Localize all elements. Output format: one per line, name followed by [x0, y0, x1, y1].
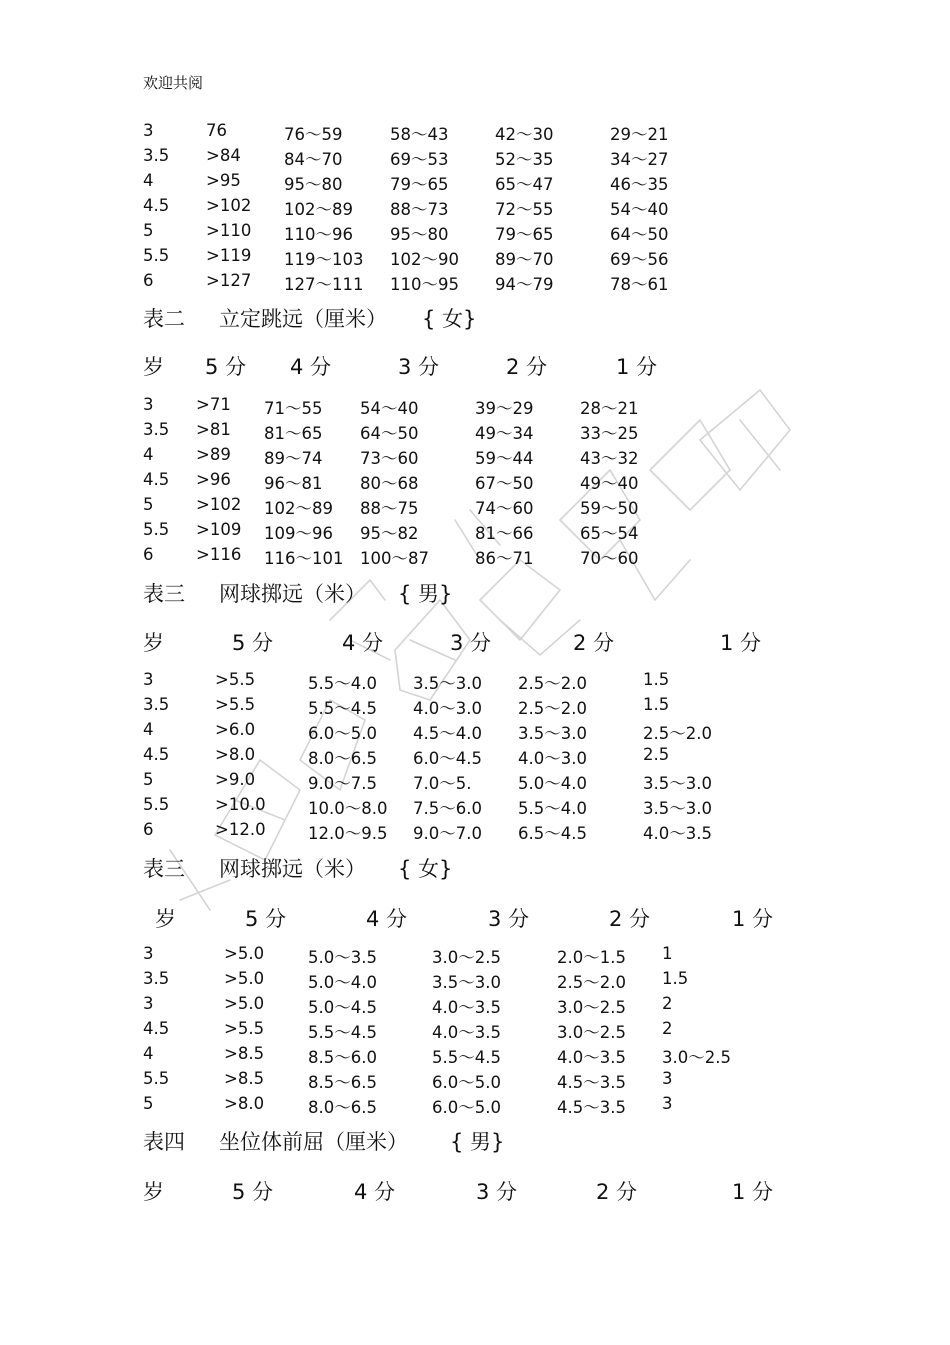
table-cell: 58～43	[390, 125, 449, 144]
table-cell: >5.0	[224, 994, 265, 1013]
table-cell: 4.5	[143, 1019, 170, 1038]
score-header: 3 分	[450, 631, 492, 655]
table-cell: 3.5～3.0	[643, 799, 712, 818]
table-cell: 6.0～5.0	[308, 724, 377, 743]
table-cell: 49～34	[475, 424, 534, 443]
score-header: 4 分	[290, 355, 332, 379]
table-cell: 7.5～6.0	[413, 799, 482, 818]
table-cell: 5.5	[143, 246, 170, 265]
table-cell: 34～27	[610, 150, 669, 169]
table-cell: 3.5～3.0	[432, 973, 501, 992]
table-cell: 10.0～8.0	[308, 799, 388, 818]
score-header: 3 分	[476, 1180, 518, 1204]
table-cell: 59～50	[580, 499, 639, 518]
score-header: 岁	[143, 355, 164, 379]
table-cell: 4.5	[143, 470, 170, 489]
table-cell: 102～90	[390, 250, 459, 269]
table-cell: 8.5～6.5	[308, 1073, 377, 1092]
table-cell: 5	[143, 1094, 154, 1113]
table-cell: 70～60	[580, 549, 639, 568]
table-cell: >9.0	[215, 770, 256, 789]
table-cell: >8.0	[224, 1094, 265, 1113]
table-cell: 110～95	[390, 275, 459, 294]
score-header: 4 分	[342, 631, 384, 655]
score-header: 岁	[143, 1180, 164, 1204]
table-cell: 72～55	[495, 200, 554, 219]
table-cell: 6.0～5.0	[432, 1098, 501, 1117]
table-cell: 95～80	[284, 175, 343, 194]
table-cell: 2.0～1.5	[557, 948, 626, 967]
table-cell: >6.0	[215, 720, 256, 739]
score-header: 岁	[143, 631, 164, 655]
table-cell: 5.0～4.5	[308, 998, 377, 1017]
table-cell: 79～65	[390, 175, 449, 194]
score-header: 2 分	[506, 355, 548, 379]
table-cell: 6	[143, 820, 154, 839]
table-cell: 67～50	[475, 474, 534, 493]
table-cell: 4.5～3.5	[557, 1098, 626, 1117]
table-cell: >102	[196, 495, 242, 514]
table-cell: 5.5	[143, 1069, 170, 1088]
table-cell: 2.5～2.0	[518, 699, 587, 718]
table-cell: >12.0	[215, 820, 266, 839]
table-caption: 网球掷远（米）	[219, 582, 366, 606]
table-cell: 94～79	[495, 275, 554, 294]
table-cell: 81～66	[475, 524, 534, 543]
table-cell: 2	[662, 1019, 673, 1038]
table-cell: >5.5	[215, 695, 256, 714]
table-cell: 2.5	[643, 745, 670, 764]
table-cell: 3.0～2.5	[662, 1048, 731, 1067]
table-cell: 3.0～2.5	[557, 998, 626, 1017]
table-caption: 网球掷远（米）	[219, 857, 366, 881]
table-cell: 5.0～3.5	[308, 948, 377, 967]
table-cell: 8.5～6.0	[308, 1048, 377, 1067]
score-header: 2 分	[573, 631, 615, 655]
score-header: 2 分	[609, 907, 651, 931]
table-cell: 4.0～3.0	[413, 699, 482, 718]
table-caption: { 女}	[422, 307, 477, 331]
table-cell: >5.5	[215, 670, 256, 689]
table-cell: 76	[206, 121, 227, 140]
score-header: 4 分	[366, 907, 408, 931]
table-cell: 3	[143, 670, 154, 689]
table-cell: 1	[662, 944, 673, 963]
table-cell: >89	[196, 445, 231, 464]
table-cell: 89～70	[495, 250, 554, 269]
table-cell: 59～44	[475, 449, 534, 468]
score-header: 3 分	[398, 355, 440, 379]
table-cell: 5.5～4.5	[308, 699, 377, 718]
table-cell: 4.0～3.5	[432, 1023, 501, 1042]
table-cell: 110～96	[284, 225, 353, 244]
table-cell: 69～56	[610, 250, 669, 269]
table-cell: 3.0～2.5	[557, 1023, 626, 1042]
table-cell: 81～65	[264, 424, 323, 443]
table-caption: 表三	[143, 857, 185, 881]
score-header: 1 分	[720, 631, 762, 655]
table-caption: 立定跳远（厘米）	[219, 307, 387, 331]
score-header: 5 分	[232, 1180, 274, 1204]
table-cell: 7.0～5.	[413, 774, 472, 793]
table-cell: 5	[143, 221, 154, 240]
table-cell: 65～47	[495, 175, 554, 194]
table-cell: 6.0～4.5	[413, 749, 482, 768]
table-cell: 74～60	[475, 499, 534, 518]
table-cell: 4.0～3.0	[518, 749, 587, 768]
table-cell: 109～96	[264, 524, 333, 543]
table-cell: 3	[143, 994, 154, 1013]
table-cell: 5.5	[143, 520, 170, 539]
table-cell: 1.5	[662, 969, 689, 988]
table-cell: 28～21	[580, 399, 639, 418]
table-cell: 3	[143, 395, 154, 414]
table-cell: 52～35	[495, 150, 554, 169]
table-cell: 4.0～3.5	[432, 998, 501, 1017]
table-cell: 3	[143, 121, 154, 140]
table-cell: 4.5～4.0	[413, 724, 482, 743]
table-cell: >5.0	[224, 969, 265, 988]
table-cell: >5.5	[224, 1019, 265, 1038]
table-cell: >116	[196, 545, 242, 564]
table-cell: >8.0	[215, 745, 256, 764]
page-header: 欢迎共阅	[143, 74, 204, 92]
table-cell: 2.5～2.0	[518, 674, 587, 693]
table-cell: 4.0～3.5	[557, 1048, 626, 1067]
table-cell: 2.5～2.0	[643, 724, 712, 743]
table-cell: 33～25	[580, 424, 639, 443]
table-cell: 3.5	[143, 420, 170, 439]
table-cell: >119	[206, 246, 252, 265]
table-cell: >81	[196, 420, 231, 439]
table-cell: >5.0	[224, 944, 265, 963]
table-caption: { 男}	[450, 1130, 505, 1154]
table-cell: 3.5～3.0	[413, 674, 482, 693]
score-header: 2 分	[596, 1180, 638, 1204]
table-cell: 12.0～9.5	[308, 824, 388, 843]
table-cell: 3.0～2.5	[432, 948, 501, 967]
table-cell: 5.0～4.0	[518, 774, 587, 793]
table-cell: 89～74	[264, 449, 323, 468]
table-cell: >8.5	[224, 1069, 265, 1088]
table-cell: 3.5	[143, 969, 170, 988]
table-cell: 54～40	[360, 399, 419, 418]
table-cell: 95～80	[390, 225, 449, 244]
score-header: 5 分	[205, 355, 247, 379]
table-cell: >127	[206, 271, 252, 290]
table-cell: 4.5	[143, 196, 170, 215]
table-cell: >84	[206, 146, 241, 165]
table-caption: { 男}	[398, 582, 453, 606]
table-cell: 3.5～3.0	[518, 724, 587, 743]
table-cell: 5.5～4.5	[308, 1023, 377, 1042]
table-cell: 4.0～3.5	[643, 824, 712, 843]
table-cell: 102～89	[264, 499, 333, 518]
table-cell: 86～71	[475, 549, 534, 568]
table-cell: 84～70	[284, 150, 343, 169]
table-cell: 102～89	[284, 200, 353, 219]
table-cell: 5.5～4.5	[432, 1048, 501, 1067]
table-cell: 3.5	[143, 146, 170, 165]
table-cell: 5.5～4.0	[518, 799, 587, 818]
table-cell: 116～101	[264, 549, 344, 568]
table-cell: 64～50	[360, 424, 419, 443]
table-cell: 1.5	[643, 670, 670, 689]
table-cell: 8.0～6.5	[308, 1098, 377, 1117]
score-header: 3 分	[488, 907, 530, 931]
table-cell: 4	[143, 445, 154, 464]
table-cell: 5.0～4.0	[308, 973, 377, 992]
table-cell: 3	[662, 1094, 673, 1113]
table-cell: 3.5～3.0	[643, 774, 712, 793]
table-cell: 5.5	[143, 795, 170, 814]
table-cell: 2	[662, 994, 673, 1013]
table-cell: 3	[662, 1069, 673, 1088]
table-cell: 39～29	[475, 399, 534, 418]
table-cell: >10.0	[215, 795, 266, 814]
table-cell: 4.5～3.5	[557, 1073, 626, 1092]
table-cell: 76～59	[284, 125, 343, 144]
table-cell: 54～40	[610, 200, 669, 219]
score-header: 5 分	[245, 907, 287, 931]
table-cell: 49～40	[580, 474, 639, 493]
table-cell: 4.5	[143, 745, 170, 764]
table-cell: 8.0～6.5	[308, 749, 377, 768]
table-caption: 表三	[143, 582, 185, 606]
table-cell: 119～103	[284, 250, 364, 269]
table-caption: 坐位体前屈（厘米）	[219, 1130, 408, 1154]
table-cell: 96～81	[264, 474, 323, 493]
table-cell: 6.0～5.0	[432, 1073, 501, 1092]
score-header: 4 分	[354, 1180, 396, 1204]
table-cell: 6	[143, 545, 154, 564]
table-cell: 2.5～2.0	[557, 973, 626, 992]
table-cell: 95～82	[360, 524, 419, 543]
table-cell: 29～21	[610, 125, 669, 144]
table-cell: 5	[143, 495, 154, 514]
table-cell: 43～32	[580, 449, 639, 468]
table-cell: 42～30	[495, 125, 554, 144]
table-cell: 6.5～4.5	[518, 824, 587, 843]
score-header: 1 分	[732, 1180, 774, 1204]
table-cell: 1.5	[643, 695, 670, 714]
table-cell: 9.0～7.5	[308, 774, 377, 793]
table-cell: >71	[196, 395, 231, 414]
table-cell: 100～87	[360, 549, 429, 568]
score-header: 1 分	[732, 907, 774, 931]
table-cell: 88～73	[390, 200, 449, 219]
table-cell: 4	[143, 720, 154, 739]
table-caption: { 女}	[398, 857, 453, 881]
score-header: 岁	[155, 907, 176, 931]
table-cell: 3	[143, 944, 154, 963]
table-cell: 73～60	[360, 449, 419, 468]
table-cell: 4	[143, 171, 154, 190]
table-cell: 4	[143, 1044, 154, 1063]
table-cell: 127～111	[284, 275, 364, 294]
table-cell: 69～53	[390, 150, 449, 169]
score-header: 5 分	[232, 631, 274, 655]
table-cell: 79～65	[495, 225, 554, 244]
table-cell: >8.5	[224, 1044, 265, 1063]
table-cell: 71～55	[264, 399, 323, 418]
score-header: 1 分	[616, 355, 658, 379]
table-cell: >96	[196, 470, 231, 489]
table-cell: >110	[206, 221, 252, 240]
table-cell: 80～68	[360, 474, 419, 493]
table-cell: 46～35	[610, 175, 669, 194]
table-caption: 表二	[143, 307, 185, 331]
table-cell: 78～61	[610, 275, 669, 294]
table-cell: 5	[143, 770, 154, 789]
table-cell: 5.5～4.0	[308, 674, 377, 693]
table-cell: 65～54	[580, 524, 639, 543]
table-cell: 3.5	[143, 695, 170, 714]
table-cell: 9.0～7.0	[413, 824, 482, 843]
table-cell: 6	[143, 271, 154, 290]
table-cell: >109	[196, 520, 242, 539]
table-caption: 表四	[143, 1130, 185, 1154]
table-cell: 64～50	[610, 225, 669, 244]
table-cell: >102	[206, 196, 252, 215]
table-cell: >95	[206, 171, 241, 190]
table-cell: 88～75	[360, 499, 419, 518]
